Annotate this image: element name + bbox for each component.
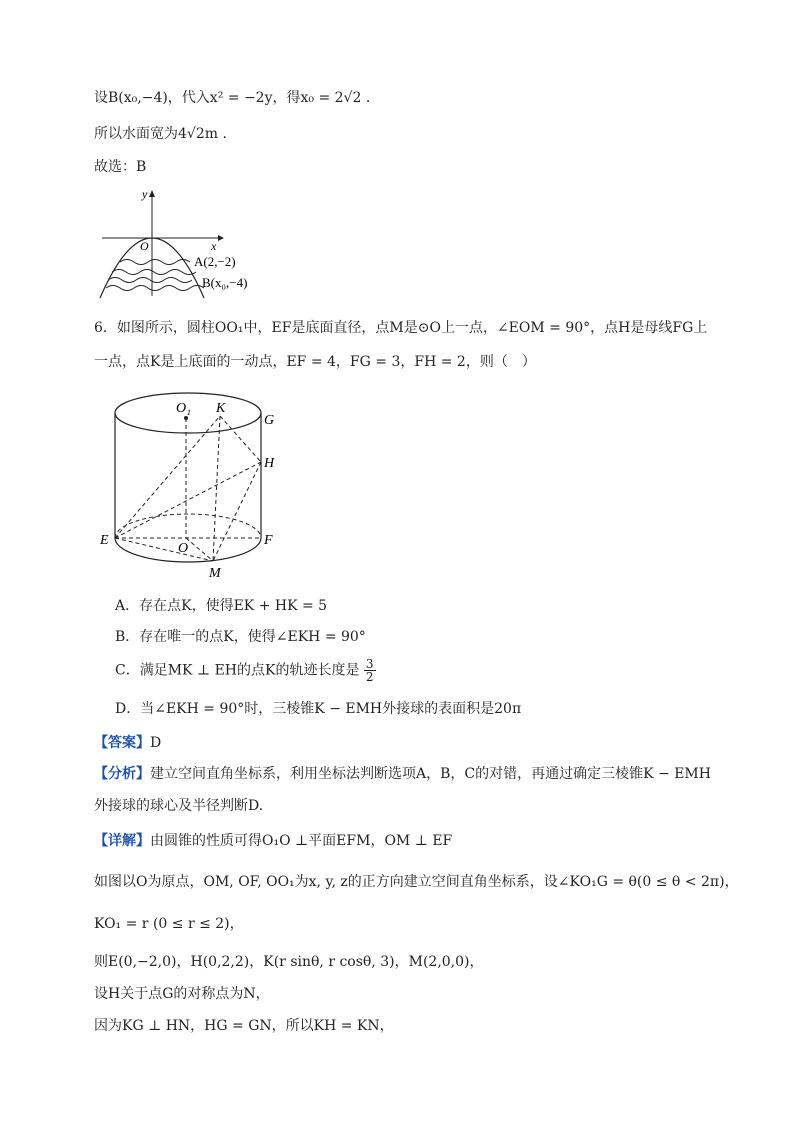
- parabola-figure: [96, 186, 266, 304]
- option-d: D．当∠EKH = 90°时，三棱锥K − EMH外接球的表面积是20π: [115, 701, 522, 717]
- option-b: B．存在唯一的点K，使得∠EKH = 90°: [115, 629, 366, 645]
- option-c: [115, 658, 376, 683]
- fraction-numerator: 3: [365, 657, 374, 671]
- detail-tag: 【详解】: [94, 833, 150, 849]
- label-f: F: [264, 533, 273, 548]
- fraction-denominator: 2: [365, 670, 374, 684]
- answer-text: D: [150, 735, 162, 751]
- x-axis-label: x: [211, 239, 217, 253]
- line-hm: [213, 462, 261, 561]
- option-a: A．存在点K，使得EK + HK = 5: [115, 598, 328, 614]
- option-c-text: C．满足MK ⊥ EH的点K的轨迹长度是: [115, 662, 360, 679]
- analysis-tag: 【分析】: [94, 766, 150, 782]
- label-k: K: [216, 401, 226, 416]
- answer-line: [94, 733, 161, 753]
- text-line-1: 设B(x₀,−4)，代入x² = −2y，得x₀ = 2√2 .: [94, 90, 371, 106]
- origin-label: O: [140, 239, 149, 253]
- y-arrow: [149, 190, 155, 197]
- wave-1: [120, 260, 190, 265]
- text-line-2: 所以水面宽为4√2m .: [94, 126, 227, 142]
- label-o: O: [178, 541, 189, 556]
- option-c-fraction: [364, 658, 376, 683]
- wave-4: [106, 286, 204, 291]
- label-o1: O₁: [176, 401, 191, 416]
- line-kh: [220, 416, 261, 462]
- detail-line-5: 设H关于点G的对称点为N，: [94, 986, 270, 1002]
- analysis-line-2: 外接球的球心及半径判断D.: [94, 798, 264, 814]
- detail-line-3: KO₁ = r (0 ≤ r ≤ 2)，: [94, 916, 244, 932]
- label-g: G: [264, 413, 275, 428]
- question-6-line-1: 6．如图所示，圆柱OO₁中，EF是底面直径，点M是⊙O上一点，∠EOM = 90°，点H是母线FG上: [94, 320, 708, 336]
- bottom-back: [115, 514, 261, 538]
- detail-line-6: 因为KG ⊥ HN，HG = GN，所以KH = KN，: [94, 1018, 394, 1034]
- label-h: H: [264, 456, 275, 471]
- label-m: M: [209, 566, 221, 581]
- detail-line-2: 如图以O为原点，OM, OF, OO₁为x, y, z的正方向建立空间直角坐标系，设∠KO₁G = θ(0 ≤ θ < 2π)，: [94, 874, 739, 890]
- answer-tag: 【答案】: [94, 735, 150, 751]
- line-em: [115, 538, 213, 561]
- wave-2: [112, 270, 196, 275]
- analysis-text-1: 建立空间直角坐标系，利用坐标法判断选项A，B，C的对错，再通过确定三棱锥K − EMH: [150, 766, 711, 782]
- cylinder-figure: [96, 388, 296, 583]
- line-ek: [115, 416, 220, 538]
- x-arrow: [218, 235, 224, 241]
- detail-line-4: 则E(0,−2,0)，H(0,2,2)，K(r sinθ, r cosθ, 3)，M(2,0,0)，: [94, 954, 484, 970]
- question-6-line-2: 一点，点K是上底面的一动点，EF = 4，FG = 3，FH = 2，则（ ）: [94, 354, 536, 370]
- line-eh: [115, 462, 261, 538]
- label-e: E: [100, 533, 109, 548]
- y-axis-label: y: [142, 187, 148, 201]
- line-km: [213, 416, 220, 561]
- detail-line-1: [94, 831, 452, 851]
- point-b-label: B(x₀,−4): [202, 275, 248, 290]
- wave-3: [108, 278, 192, 283]
- text-line-3: 故选：B: [94, 159, 147, 175]
- point-a-label: A(2,−2): [194, 254, 236, 269]
- detail-text: 由圆锥的性质可得O₁O ⊥平面EFM，OM ⊥ EF: [150, 833, 453, 849]
- analysis-line-1: [94, 764, 711, 784]
